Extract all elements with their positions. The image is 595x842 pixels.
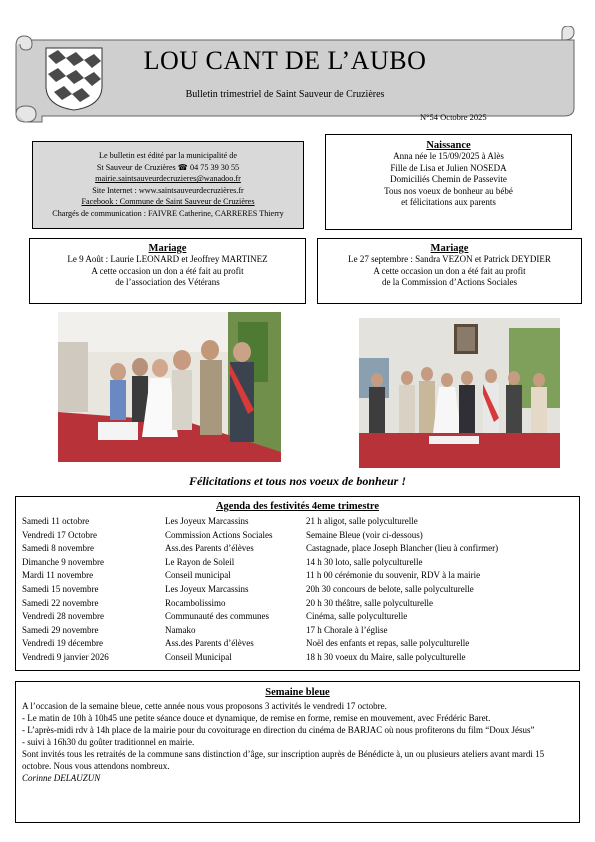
- mariage-box-2: [317, 238, 582, 304]
- issue-number: N°54 Octobre 2025: [420, 112, 487, 122]
- agenda-event: Cinéma, salle polyculturelle: [306, 611, 408, 622]
- agenda-date: Vendredi 17 Octobre: [22, 529, 97, 540]
- communication-line: Chargés de communication : FAIVRE Catherine, CARRERES Thierry: [52, 208, 284, 218]
- agenda-date: Samedi 29 novembre: [22, 624, 99, 635]
- agenda-event: 17 h Chorale à l’église: [306, 624, 388, 635]
- agenda-date: Samedi 11 octobre: [22, 516, 90, 526]
- semaine-paragraph: - suivi à 16h30 du goûter traditionnel en mairie.: [22, 737, 195, 747]
- agenda-row: [16, 516, 579, 528]
- agenda-date: Samedi 15 novembre: [22, 584, 99, 594]
- naissance-heading: Naissance: [426, 140, 471, 151]
- agenda-organizer: Conseil municipal: [165, 570, 231, 581]
- mariage-line: de l’association des Vétérans: [115, 277, 220, 287]
- wedding-photo-1: [58, 312, 281, 462]
- agenda-organizer: Ass.des Parents d’élèves: [165, 543, 254, 554]
- semaine-paragraph: Sont invités tous les retraités de la commune sans distinction d’âge, sur inscription auprès de Bénédicte à, un ou plusieurs ateliers avant mardi 15 octobre. Nous vous attendons nombreux.: [22, 749, 545, 771]
- agenda-organizer: Ass.des Parents d’élèves: [165, 638, 254, 649]
- congratulations-line: Félicitations et tous nos voeux de bonheur !: [188, 474, 407, 488]
- agenda-organizer: Rocambolissimo: [165, 597, 226, 608]
- agenda-date: Mardi 11 novembre: [22, 570, 94, 581]
- agenda-date: Dimanche 9 novembre: [22, 556, 104, 567]
- wedding-photo-2: [359, 318, 560, 468]
- agenda-event: Castagnade, place Joseph Blancher (lieu à confirmer): [306, 543, 499, 554]
- agenda-row: [16, 570, 579, 582]
- publisher-info-box: [32, 141, 304, 229]
- mariage-line: Le 27 septembre : Sandra VEZON et Patrick DEYDIER: [348, 254, 551, 264]
- agenda-organizer: Namako: [165, 624, 196, 635]
- website-link[interactable]: Site Internet : www.saintsauveurdecruzières.fr: [92, 185, 244, 195]
- mariage-box-1: [29, 238, 306, 304]
- agenda-row: [16, 543, 579, 555]
- info-line: Le bulletin est édité par la municipalité de: [98, 151, 237, 160]
- semaine-paragraph: - L’après-midi rdv à 14h place de la mairie pour du covoiturage en direction du cinéma de BARJAC où nous profiterons du film “Doux Jésus”: [22, 725, 535, 735]
- agenda-event: 20h 30 concours de belote, salle polyculturelle: [306, 584, 474, 594]
- agenda-organizer: Conseil Municipal: [165, 652, 232, 662]
- agenda-row: [16, 652, 579, 664]
- coat-of-arms-logo: [44, 46, 104, 112]
- agenda-event: 18 h 30 voeux du Maire, salle polyculturelle: [306, 652, 466, 662]
- bulletin-title: LOU CANT DE L’AUBO: [143, 46, 427, 75]
- agenda-row: [16, 625, 579, 637]
- naissance-line: Tous nos voeux de bonheur au bébé: [384, 185, 513, 196]
- mariage-line: A cette occasion un don a été fait au profit: [91, 265, 244, 276]
- agenda-organizer: Le Rayon de Soleil: [165, 556, 235, 567]
- agenda-event: 20 h 30 théâtre, salle polyculturelle: [306, 597, 433, 608]
- agenda-event: Semaine Bleue (voir ci-dessous): [306, 529, 423, 540]
- agenda-heading: Agenda des festivités 4eme trimestre: [215, 501, 380, 512]
- agenda-event: Noël des enfants et repas, salle polyculturelle: [306, 638, 470, 649]
- naissance-line: et félicitations aux parents: [401, 197, 496, 207]
- agenda-row: [16, 530, 579, 542]
- agenda-row: [16, 611, 579, 623]
- agenda-date: Vendredi 19 décembre: [22, 638, 103, 649]
- agenda-date: Samedi 22 novembre: [22, 597, 99, 608]
- phone-line: St Sauveur de Cruzières ☎ 04 75 39 30 55: [96, 162, 240, 172]
- agenda-organizer: Communauté des communes: [165, 611, 269, 622]
- agenda-date: Vendredi 28 novembre: [22, 611, 104, 622]
- mariage-line: Le 9 Août : Laurie LEONARD et Jeoffrey MARTINEZ: [67, 254, 268, 264]
- agenda-event: 11 h 00 cérémonie du souvenir, RDV à la mairie: [306, 570, 481, 581]
- naissance-line: Fille de Lisa et Julien NOSEDA: [390, 162, 507, 173]
- agenda-row: [16, 584, 579, 596]
- semaine-paragraph: - Le matin de 10h à 10h45 une petite séance douce et dynamique, de remise en forme, remise en mouvement, avec Frédéric Baret.: [22, 713, 491, 723]
- agenda-date: Samedi 8 novembre: [22, 543, 94, 554]
- naissance-line: Domiciliés Chemin de Passevite: [390, 174, 507, 184]
- agenda-row: [16, 557, 579, 569]
- naissance-box: [325, 134, 572, 230]
- agenda-box: [15, 496, 580, 671]
- mariage-heading: Mariage: [148, 243, 187, 254]
- mariage-line: A cette occasion un don a été fait au profit: [373, 265, 526, 276]
- facebook-link[interactable]: Facebook : Commune de Saint Sauveur de Cruzières: [81, 197, 255, 207]
- naissance-line: Anna née le 15/09/2025 à Alès: [393, 151, 504, 161]
- agenda-row: [16, 638, 579, 650]
- signature: Corinne DELAUZUN: [22, 773, 101, 783]
- semaine-bleue-box: [15, 681, 580, 823]
- agenda-row: [16, 598, 579, 610]
- email-link[interactable]: mairie.saintsauveurdecruzieres@wanadoo.fr: [95, 174, 241, 184]
- agenda-event: 21 h aligot, salle polyculturelle: [306, 516, 418, 526]
- semaine-bleue-heading: Semaine bleue: [265, 687, 330, 698]
- mariage-heading: Mariage: [430, 243, 469, 254]
- bulletin-subtitle: Bulletin trimestriel de Saint Sauveur de Cruzières: [185, 89, 385, 100]
- agenda-organizer: Les Joyeux Marcassins: [165, 516, 249, 526]
- semaine-paragraph: A l’occasion de la semaine bleue, cette année nous vous proposons 3 activités le vendredi 17 octobre.: [22, 701, 387, 711]
- agenda-date: Vendredi 9 janvier 2026: [22, 652, 109, 662]
- agenda-organizer: Commission Actions Sociales: [165, 529, 273, 540]
- agenda-organizer: Les Joyeux Marcassins: [165, 584, 249, 594]
- mariage-line: de la Commission d’Actions Sociales: [382, 277, 517, 287]
- agenda-event: 14 h 30 loto, salle polyculturelle: [306, 556, 423, 567]
